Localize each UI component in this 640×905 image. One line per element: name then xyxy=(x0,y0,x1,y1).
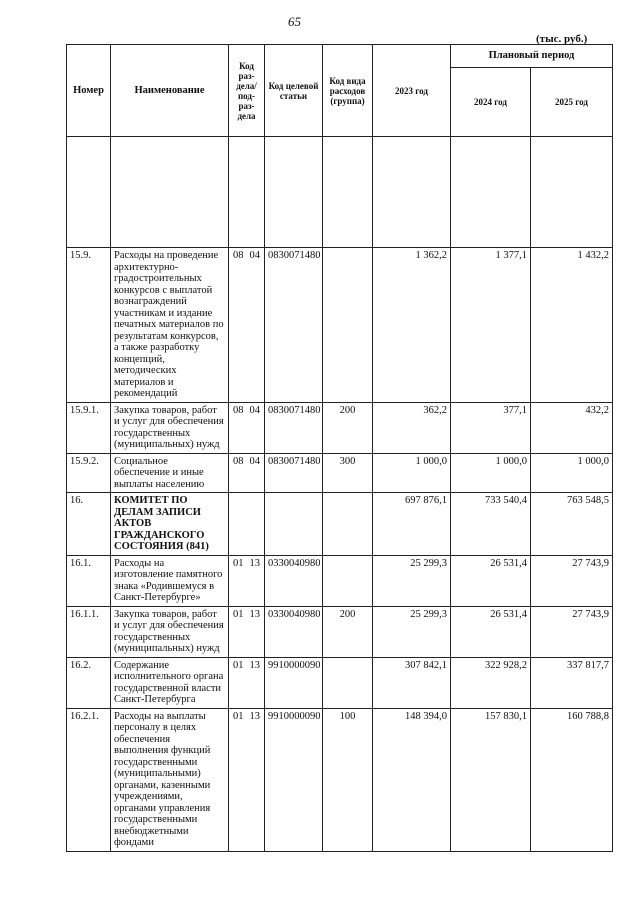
row-section-code xyxy=(229,402,265,453)
subsection-code: 04 xyxy=(249,455,260,467)
row-target-code: 9910000090 xyxy=(265,708,323,851)
row-section-code xyxy=(229,606,265,657)
row-amount-2024: 26 531,4 xyxy=(451,555,531,606)
subsection-code: 13 xyxy=(249,608,260,620)
section-code: 01 xyxy=(233,608,244,620)
table-row xyxy=(67,657,613,708)
row-section-code xyxy=(229,657,265,708)
row-amount-2024: 322 928,2 xyxy=(451,657,531,708)
row-number: 16.1.1. xyxy=(67,606,111,657)
header-planning-period: Плановый период xyxy=(451,45,613,68)
row-amount-2025: 337 817,7 xyxy=(531,657,613,708)
row-amount-2023: 362,2 xyxy=(373,402,451,453)
header-number: Номер xyxy=(67,45,111,137)
row-amount-2023: 148 394,0 xyxy=(373,708,451,851)
row-expense-type: 100 xyxy=(323,708,373,851)
row-target-code: 0830071480 xyxy=(265,402,323,453)
header-year-2023: 2023 год xyxy=(373,45,451,137)
row-number: 16. xyxy=(67,493,111,556)
row-amount-2025: 432,2 xyxy=(531,402,613,453)
row-name: Расходы на выплаты персоналу в целях обеспечения выполнения функций государственными (муниципальными) органами, казенными учреждениями, органами управления государственными внебюджетными фондами xyxy=(111,708,229,851)
row-amount-2024: 1 000,0 xyxy=(451,453,531,493)
section-code: 01 xyxy=(233,557,244,569)
row-amount-2025: 160 788,8 xyxy=(531,708,613,851)
row-expense-type xyxy=(323,248,373,403)
table-row xyxy=(67,493,613,556)
row-target-code: 0830071480 xyxy=(265,248,323,403)
row-name: Закупка товаров, работ и услуг для обеспечения государственных (муниципальных) нужд xyxy=(111,402,229,453)
row-amount-2024: 26 531,4 xyxy=(451,606,531,657)
table-row xyxy=(67,708,613,851)
row-section-code xyxy=(229,708,265,851)
row-expense-type xyxy=(323,657,373,708)
row-name: Социальное обеспечение и иные выплаты населению xyxy=(111,453,229,493)
header-section-code: Код раз-дела/ под-раз-дела xyxy=(229,45,265,137)
header-year-2024: 2024 год xyxy=(451,68,531,137)
row-amount-2025: 1 000,0 xyxy=(531,453,613,493)
row-target-code: 0330040980 xyxy=(265,555,323,606)
row-number: 16.1. xyxy=(67,555,111,606)
row-target-code: 0330040980 xyxy=(265,606,323,657)
table-row xyxy=(67,248,613,403)
subsection-code: 13 xyxy=(249,710,260,722)
table-row xyxy=(67,555,613,606)
row-section-code xyxy=(229,453,265,493)
row-expense-type xyxy=(323,555,373,606)
row-target-code: 0830071480 xyxy=(265,453,323,493)
row-number: 15.9.2. xyxy=(67,453,111,493)
row-expense-type: 200 xyxy=(323,606,373,657)
row-target-code xyxy=(265,493,323,556)
subsection-code: 13 xyxy=(249,557,260,569)
row-expense-type: 200 xyxy=(323,402,373,453)
row-amount-2025: 1 432,2 xyxy=(531,248,613,403)
row-amount-2023: 1 000,0 xyxy=(373,453,451,493)
row-number: 16.2.1. xyxy=(67,708,111,851)
row-number: 15.9.1. xyxy=(67,402,111,453)
row-amount-2024: 157 830,1 xyxy=(451,708,531,851)
row-amount-2025: 763 548,5 xyxy=(531,493,613,556)
row-amount-2025: 27 743,9 xyxy=(531,555,613,606)
row-name: Расходы на изготовление памятного знака «Родившемуся в Санкт-Петербурге» xyxy=(111,555,229,606)
row-target-code: 9910000090 xyxy=(265,657,323,708)
row-amount-2023: 25 299,3 xyxy=(373,555,451,606)
row-expense-type: 300 xyxy=(323,453,373,493)
header-expense-type-code: Код вида расходов (группа) xyxy=(323,45,373,137)
row-amount-2024: 733 540,4 xyxy=(451,493,531,556)
row-amount-2023: 1 362,2 xyxy=(373,248,451,403)
page-number: 65 xyxy=(288,14,301,29)
row-expense-type xyxy=(323,493,373,556)
table-row xyxy=(67,402,613,453)
row-number: 16.2. xyxy=(67,657,111,708)
subsection-code: 04 xyxy=(249,404,260,416)
subsection-code: 04 xyxy=(249,250,260,261)
row-amount-2023: 697 876,1 xyxy=(373,493,451,556)
units-label: (тыс. руб.) xyxy=(536,33,588,45)
subsection-code: 13 xyxy=(249,659,260,671)
row-section-code xyxy=(229,248,265,403)
row-name: Расходы на проведение архитектурно-градостроительных конкурсов с выплатой вознаграждений участникам и издание печатных материалов по результатам конкурсов, а также разработку концепций, методических материалов и рекомендаций xyxy=(111,248,229,403)
row-amount-2023: 25 299,3 xyxy=(373,606,451,657)
row-section-code xyxy=(229,493,265,556)
row-amount-2024: 1 377,1 xyxy=(451,248,531,403)
section-code: 08 xyxy=(233,250,244,261)
section-code: 01 xyxy=(233,659,244,671)
header-row-1 xyxy=(67,45,613,68)
budget-table xyxy=(66,44,613,852)
row-name: Содержание исполнительного органа государственной власти Санкт-Петербурга xyxy=(111,657,229,708)
table-row xyxy=(67,453,613,493)
row-amount-2024: 377,1 xyxy=(451,402,531,453)
section-code: 08 xyxy=(233,404,244,416)
section-code: 01 xyxy=(233,710,244,722)
row-amount-2023: 307 842,1 xyxy=(373,657,451,708)
table-body xyxy=(67,248,613,852)
section-code: 08 xyxy=(233,455,244,467)
row-amount-2025: 27 743,9 xyxy=(531,606,613,657)
row-name: КОМИТЕТ ПО ДЕЛАМ ЗАПИСИ АКТОВ ГРАЖДАНСКОГО СОСТОЯНИЯ (841) xyxy=(111,493,229,556)
header-year-2025: 2025 год xyxy=(531,68,613,137)
row-name: Закупка товаров, работ и услуг для обеспечения государственных (муниципальных) нужд xyxy=(111,606,229,657)
row-section-code xyxy=(229,555,265,606)
header-name: Наименование xyxy=(111,45,229,137)
header-target-code: Код целевой статьи xyxy=(265,45,323,137)
table-row xyxy=(67,606,613,657)
row-number: 15.9. xyxy=(67,248,111,403)
header-spacer-row xyxy=(67,137,613,248)
